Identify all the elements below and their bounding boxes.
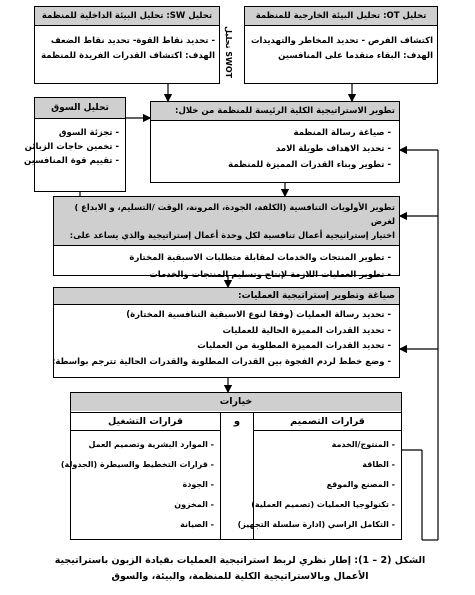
choices-title: خيارات <box>71 393 401 411</box>
operating-decision-item: - قرارات التخطيط والسيطرة (الجدولة) <box>71 455 214 475</box>
strategy-item: - صياغة رسالة المنظمة <box>151 125 391 141</box>
priorities-item: - تطوير المنتجات والخدمات لمقابلة متطلبات الاسبقية المختارة <box>54 250 391 267</box>
corporate-strategy-box <box>150 101 400 183</box>
priorities-header-line-1: تطوير الأولويات التنافسية (الكلفة، الجودة، المرونة، الوقت /التسليم، و الابداع ) لغرض <box>74 202 395 226</box>
operating-decision-item: - الموارد البشرية وتصميم العمل <box>71 435 214 455</box>
sw-analysis-box <box>34 6 220 84</box>
design-decisions-title: قرارات التصميم <box>253 413 401 431</box>
market-item: - تخمين حاجات الزبائن <box>35 140 119 154</box>
ot-analysis-title: تحليل OT: تحليل البيئة الخارجية للمنظمة <box>245 7 437 26</box>
choices-box <box>60 392 402 540</box>
operations-strategy-title: صياغة وتطوير إستراتيجية العمليات: <box>54 288 399 305</box>
operating-decision-item: - الصيانة <box>71 515 214 535</box>
swot-label: تحليل SWOT <box>224 26 233 79</box>
priorities-header-line-2: اختيار إستراتيجية أعمال تنافسية لكل وحدة أعمال إستراتيجية والذي يساعد على: <box>69 230 395 240</box>
caption-line-2: الأعمال وبالاستراتيجية الكلية للمنظمة، والبيئة، والسوق <box>111 571 369 582</box>
sw-analysis-title: تحليل SW: تحليل البيئة الداخلية للمنظمة <box>35 7 219 26</box>
sw-line-1: - تحديد نقاط القوة- تحديد نقاط الضعف <box>50 36 215 46</box>
design-decision-item: - المنتوج/الخدمة <box>254 435 395 455</box>
market-item: - تجزئة السوق <box>35 126 119 140</box>
design-decision-item: - تكنولوجيا العمليات (تصميم العملية) <box>254 495 395 515</box>
operating-decision-item: - المخزون <box>71 495 214 515</box>
operations-item: - تحديد القدرات المميزة الحالية للعمليات <box>54 324 391 340</box>
priorities-item: - تطوير العمليات اللازمة لإنتاج وتسليم المنتجات والخدمات <box>54 267 391 284</box>
figure-caption <box>20 553 460 585</box>
operating-decisions-title: قرارات التشغيل <box>71 413 221 431</box>
ot-line-2: الهدف: البقاء متقدما على المنافسين <box>278 51 433 61</box>
and-label: و <box>221 413 253 431</box>
market-item: - تقييم قوة المنافسين <box>35 154 119 168</box>
strategy-item: - تحديد الاهداف طويلة الامد <box>151 141 391 157</box>
strategy-item: - تطوير وبناء القدرات المميزة للمنظمة <box>151 157 391 173</box>
operations-strategy-box <box>53 287 400 378</box>
design-decision-item: - التكامل الراسي (ادارة سلسلة التجهيز) <box>254 515 395 535</box>
ot-analysis-box <box>244 6 438 84</box>
caption-line-1: الشكل (2 – 1): إطار نظري لربط استراتيجية العمليات بقيادة الزبون باستراتيجية <box>54 555 426 566</box>
ot-line-1: اكتشاف الفرص - تحديد المخاطر والتهديدات <box>251 36 433 46</box>
design-decision-item: - الطاقة <box>254 455 395 475</box>
corporate-strategy-title: تطوير الاستراتيجية الكلية الرئيسة للمنظمة من خلال: <box>151 102 399 121</box>
sw-line-2: الهدف: اكتشاف القدرات الفريدة للمنظمة <box>41 51 215 61</box>
operating-decision-item: - الجودة <box>71 475 214 495</box>
operations-item: - تحديد القدرات المميزة المطلوبة من العمليات <box>54 339 391 355</box>
operations-item: - تحديد رسالة العمليات (وفقا لنوع الاسبقية التنافسية المختارة) <box>54 308 391 324</box>
operations-item: - وضع خطط لردم الفجوة بين القدرات المطلوبة والقدرات الحالية تترجم بواسطة: <box>54 355 391 371</box>
design-decision-item: - المصنع والموقع <box>254 475 395 495</box>
competitive-priorities-box <box>53 196 400 280</box>
market-analysis-box <box>23 97 126 192</box>
market-analysis-title: تحليل السوق <box>35 98 125 119</box>
